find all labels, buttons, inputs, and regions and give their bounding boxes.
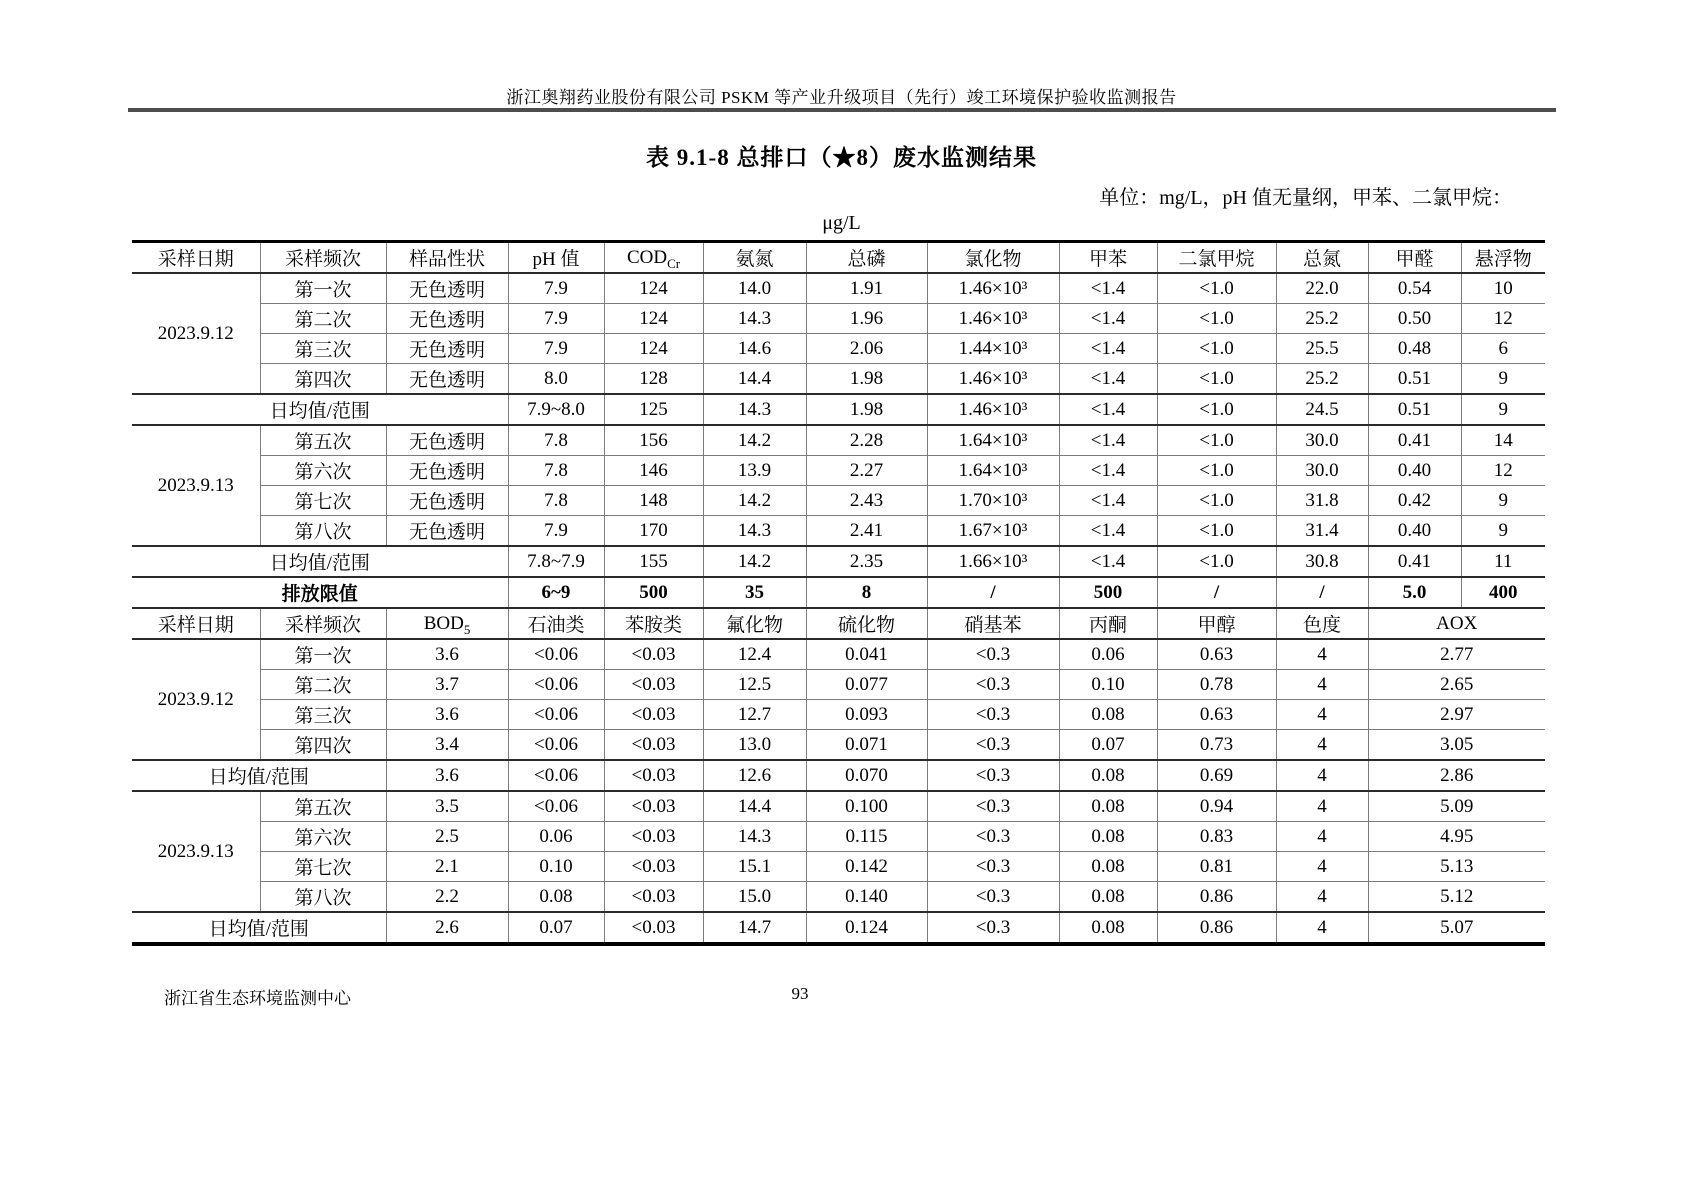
value-cell: 3.6 <box>386 760 508 791</box>
value-cell: <0.3 <box>927 822 1059 852</box>
value-cell: 7.9 <box>508 516 604 547</box>
value-cell: 2.28 <box>806 425 927 456</box>
value-cell: 148 <box>604 486 703 516</box>
value-cell: 2.41 <box>806 516 927 547</box>
value-cell: 0.81 <box>1157 852 1276 882</box>
appearance-cell: 无色透明 <box>386 364 508 395</box>
value-cell: 13.9 <box>703 456 806 486</box>
value-cell: <0.06 <box>508 730 604 761</box>
value-cell: 2.2 <box>386 882 508 913</box>
value-cell: 1.66×10³ <box>927 546 1059 577</box>
frequency-cell: 第三次 <box>260 334 386 364</box>
value-cell: 1.64×10³ <box>927 456 1059 486</box>
limit-value-cell: / <box>927 577 1059 608</box>
header-divider <box>128 108 1556 112</box>
limit-value-cell: 6~9 <box>508 577 604 608</box>
value-cell: <1.4 <box>1059 425 1157 456</box>
column-header: 采样频次 <box>260 242 386 274</box>
value-cell: 0.40 <box>1368 516 1461 547</box>
column-header: 色度 <box>1276 608 1368 639</box>
frequency-cell: 第四次 <box>260 364 386 395</box>
value-cell: 31.8 <box>1276 486 1368 516</box>
value-cell: 2.97 <box>1368 700 1545 730</box>
value-cell: 3.7 <box>386 670 508 700</box>
value-cell: <1.4 <box>1059 364 1157 395</box>
column-header: 丙酮 <box>1059 608 1157 639</box>
value-cell: 2.1 <box>386 852 508 882</box>
value-cell: 14 <box>1461 425 1545 456</box>
value-cell: <0.06 <box>508 670 604 700</box>
frequency-cell: 第六次 <box>260 456 386 486</box>
column-header: 采样日期 <box>132 608 260 639</box>
value-cell: 7.8 <box>508 425 604 456</box>
limit-value-cell: 5.0 <box>1368 577 1461 608</box>
value-cell: 0.73 <box>1157 730 1276 761</box>
value-cell: 0.08 <box>1059 912 1157 944</box>
value-cell: 3.6 <box>386 700 508 730</box>
value-cell: <0.03 <box>604 700 703 730</box>
frequency-cell: 第八次 <box>260 882 386 913</box>
appearance-cell: 无色透明 <box>386 486 508 516</box>
value-cell: 0.40 <box>1368 456 1461 486</box>
appearance-cell: 无色透明 <box>386 273 508 304</box>
value-cell: 0.41 <box>1368 546 1461 577</box>
frequency-cell: 第七次 <box>260 486 386 516</box>
value-cell: 0.63 <box>1157 700 1276 730</box>
value-cell: 0.48 <box>1368 334 1461 364</box>
date-cell: 2023.9.13 <box>132 425 260 546</box>
data-row <box>132 882 1545 913</box>
value-cell: <0.3 <box>927 882 1059 913</box>
value-cell: 3.05 <box>1368 730 1545 761</box>
column-header: $COD_{Cr}$ <box>604 242 703 274</box>
footer-organization: 浙江省生态环境监测中心 <box>164 989 351 1008</box>
value-cell: 0.071 <box>806 730 927 761</box>
value-cell: 0.08 <box>1059 882 1157 913</box>
frequency-cell: 第一次 <box>260 639 386 670</box>
value-cell: 12.7 <box>703 700 806 730</box>
value-cell: 1.70×10³ <box>927 486 1059 516</box>
value-cell: 4 <box>1276 822 1368 852</box>
value-cell: 22.0 <box>1276 273 1368 304</box>
value-cell: 7.9 <box>508 334 604 364</box>
appearance-cell: 无色透明 <box>386 456 508 486</box>
value-cell: 0.142 <box>806 852 927 882</box>
value-cell: 12.6 <box>703 760 806 791</box>
unit-note-line2: μg/L <box>822 212 861 234</box>
value-cell: <1.0 <box>1157 546 1276 577</box>
daily-average-row <box>132 394 1545 425</box>
value-cell: 1.46×10³ <box>927 304 1059 334</box>
frequency-cell: 第七次 <box>260 852 386 882</box>
value-cell: <0.3 <box>927 760 1059 791</box>
value-cell: 25.2 <box>1276 364 1368 395</box>
value-cell: 0.140 <box>806 882 927 913</box>
value-cell: <0.03 <box>604 912 703 944</box>
data-row <box>132 852 1545 882</box>
value-cell: 8.0 <box>508 364 604 395</box>
value-cell: 6 <box>1461 334 1545 364</box>
value-cell: 4 <box>1276 670 1368 700</box>
value-cell: <0.3 <box>927 639 1059 670</box>
value-cell: <0.03 <box>604 882 703 913</box>
frequency-cell: 第一次 <box>260 273 386 304</box>
value-cell: 3.4 <box>386 730 508 761</box>
limit-value-cell: 8 <box>806 577 927 608</box>
value-cell: 15.0 <box>703 882 806 913</box>
data-row <box>132 304 1545 334</box>
value-cell: 0.077 <box>806 670 927 700</box>
value-cell: 9 <box>1461 364 1545 395</box>
data-row <box>132 639 1545 670</box>
value-cell: 0.07 <box>508 912 604 944</box>
value-cell: <1.4 <box>1059 546 1157 577</box>
value-cell: 10 <box>1461 273 1545 304</box>
value-cell: 31.4 <box>1276 516 1368 547</box>
value-cell: <0.03 <box>604 730 703 761</box>
limit-value-cell: 35 <box>703 577 806 608</box>
column-header: 采样频次 <box>260 608 386 639</box>
column-header: 总氮 <box>1276 242 1368 274</box>
table-title: 表 9.1-8 总排口（★8）废水监测结果 <box>646 145 1037 170</box>
value-cell: 0.63 <box>1157 639 1276 670</box>
value-cell: 124 <box>604 273 703 304</box>
value-cell: <0.3 <box>927 791 1059 822</box>
value-cell: 4.95 <box>1368 822 1545 852</box>
value-cell: 124 <box>604 304 703 334</box>
column-header: 苯胺类 <box>604 608 703 639</box>
unit-note-line1: 单位：mg/L，pH 值无量纲，甲苯、二氯甲烷： <box>1099 187 1512 209</box>
value-cell: <1.4 <box>1059 486 1157 516</box>
value-cell: 30.8 <box>1276 546 1368 577</box>
value-cell: 1.46×10³ <box>927 364 1059 395</box>
value-cell: <1.0 <box>1157 304 1276 334</box>
data-row <box>132 334 1545 364</box>
value-cell: 124 <box>604 334 703 364</box>
value-cell: 0.124 <box>806 912 927 944</box>
limit-value-cell: / <box>1276 577 1368 608</box>
column-header: 氟化物 <box>703 608 806 639</box>
value-cell: 0.06 <box>508 822 604 852</box>
value-cell: 25.5 <box>1276 334 1368 364</box>
frequency-cell: 第三次 <box>260 700 386 730</box>
value-cell: 14.4 <box>703 364 806 395</box>
value-cell: 4 <box>1276 912 1368 944</box>
page-number: 93 <box>791 984 809 1003</box>
column-header: 石油类 <box>508 608 604 639</box>
value-cell: 2.65 <box>1368 670 1545 700</box>
value-cell: 2.43 <box>806 486 927 516</box>
limit-value-cell: 500 <box>604 577 703 608</box>
value-cell: 7.9 <box>508 304 604 334</box>
value-cell: 155 <box>604 546 703 577</box>
value-cell: 0.86 <box>1157 882 1276 913</box>
value-cell: 1.44×10³ <box>927 334 1059 364</box>
frequency-cell: 第四次 <box>260 730 386 761</box>
frequency-cell: 第五次 <box>260 791 386 822</box>
value-cell: 2.35 <box>806 546 927 577</box>
value-cell: 0.83 <box>1157 822 1276 852</box>
value-cell: 5.07 <box>1368 912 1545 944</box>
value-cell: 7.8 <box>508 456 604 486</box>
value-cell: 7.8 <box>508 486 604 516</box>
value-cell: <0.3 <box>927 730 1059 761</box>
value-cell: 0.115 <box>806 822 927 852</box>
value-cell: 2.86 <box>1368 760 1545 791</box>
frequency-cell: 第五次 <box>260 425 386 456</box>
value-cell: 0.06 <box>1059 639 1157 670</box>
value-cell: 11 <box>1461 546 1545 577</box>
value-cell: 15.1 <box>703 852 806 882</box>
value-cell: 0.42 <box>1368 486 1461 516</box>
date-cell: 2023.9.12 <box>132 639 260 760</box>
header-row <box>132 608 1545 639</box>
value-cell: <0.3 <box>927 852 1059 882</box>
value-cell: <0.3 <box>927 670 1059 700</box>
data-row <box>132 791 1545 822</box>
value-cell: 1.91 <box>806 273 927 304</box>
frequency-cell: 第六次 <box>260 822 386 852</box>
value-cell: 30.0 <box>1276 456 1368 486</box>
appearance-cell: 无色透明 <box>386 516 508 547</box>
value-cell: 0.08 <box>1059 822 1157 852</box>
column-header: 采样日期 <box>132 242 260 274</box>
value-cell: <1.0 <box>1157 273 1276 304</box>
value-cell: <1.4 <box>1059 394 1157 425</box>
value-cell: <1.4 <box>1059 456 1157 486</box>
value-cell: <0.03 <box>604 852 703 882</box>
value-cell: 4 <box>1276 730 1368 761</box>
appearance-cell: 无色透明 <box>386 304 508 334</box>
data-row <box>132 486 1545 516</box>
wastewater-results-table <box>132 240 1545 946</box>
data-row <box>132 700 1545 730</box>
value-cell: 1.46×10³ <box>927 394 1059 425</box>
value-cell: 0.86 <box>1157 912 1276 944</box>
data-row <box>132 822 1545 852</box>
value-cell: 14.2 <box>703 486 806 516</box>
value-cell: 156 <box>604 425 703 456</box>
data-row <box>132 364 1545 395</box>
column-header: 氨氮 <box>703 242 806 274</box>
value-cell: 5.13 <box>1368 852 1545 882</box>
limit-value-cell: 400 <box>1461 577 1545 608</box>
value-cell: <1.0 <box>1157 394 1276 425</box>
value-cell: 0.10 <box>508 852 604 882</box>
value-cell: <0.06 <box>508 760 604 791</box>
document-header: 浙江奥翔药业股份有限公司 PSKM 等产业升级项目（先行）竣工环境保护验收监测报告 <box>506 88 1177 107</box>
value-cell: <1.0 <box>1157 486 1276 516</box>
value-cell: 0.070 <box>806 760 927 791</box>
value-cell: 14.3 <box>703 516 806 547</box>
value-cell: 0.54 <box>1368 273 1461 304</box>
data-row <box>132 730 1545 761</box>
daily-average-label: 日均值/范围 <box>132 760 386 791</box>
value-cell: 4 <box>1276 760 1368 791</box>
value-cell: 0.51 <box>1368 394 1461 425</box>
column-header: 悬浮物 <box>1461 242 1545 274</box>
value-cell: 14.3 <box>703 822 806 852</box>
value-cell: 12.5 <box>703 670 806 700</box>
data-row <box>132 425 1545 456</box>
value-cell: 4 <box>1276 700 1368 730</box>
value-cell: 9 <box>1461 486 1545 516</box>
discharge-limit-label: 排放限值 <box>132 577 508 608</box>
column-header: AOX <box>1368 608 1545 639</box>
daily-average-label: 日均值/范围 <box>132 546 508 577</box>
value-cell: 5.09 <box>1368 791 1545 822</box>
value-cell: 1.67×10³ <box>927 516 1059 547</box>
appearance-cell: 无色透明 <box>386 334 508 364</box>
value-cell: <1.0 <box>1157 364 1276 395</box>
value-cell: 12 <box>1461 456 1545 486</box>
value-cell: 3.6 <box>386 639 508 670</box>
data-row <box>132 456 1545 486</box>
value-cell: 9 <box>1461 516 1545 547</box>
value-cell: 1.98 <box>806 394 927 425</box>
value-cell: <1.0 <box>1157 334 1276 364</box>
value-cell: 30.0 <box>1276 425 1368 456</box>
value-cell: <0.03 <box>604 822 703 852</box>
value-cell: 7.9 <box>508 273 604 304</box>
column-header: $BOD_5$ <box>386 608 508 639</box>
appearance-cell: 无色透明 <box>386 425 508 456</box>
value-cell: 14.4 <box>703 791 806 822</box>
value-cell: 0.69 <box>1157 760 1276 791</box>
value-cell: <1.0 <box>1157 516 1276 547</box>
value-cell: <0.03 <box>604 760 703 791</box>
column-header: 甲苯 <box>1059 242 1157 274</box>
column-header: 硫化物 <box>806 608 927 639</box>
value-cell: 0.50 <box>1368 304 1461 334</box>
value-cell: 0.07 <box>1059 730 1157 761</box>
daily-average-row <box>132 760 1545 791</box>
value-cell: 14.3 <box>703 394 806 425</box>
column-header: 二氯甲烷 <box>1157 242 1276 274</box>
data-row <box>132 516 1545 547</box>
value-cell: 125 <box>604 394 703 425</box>
value-cell: 2.5 <box>386 822 508 852</box>
column-header: 氯化物 <box>927 242 1059 274</box>
value-cell: 14.0 <box>703 273 806 304</box>
value-cell: 4 <box>1276 882 1368 913</box>
data-row <box>132 273 1545 304</box>
value-cell: 14.2 <box>703 546 806 577</box>
value-cell: 2.6 <box>386 912 508 944</box>
value-cell: 4 <box>1276 639 1368 670</box>
value-cell: 24.5 <box>1276 394 1368 425</box>
column-header: pH 值 <box>508 242 604 274</box>
value-cell: 14.2 <box>703 425 806 456</box>
daily-average-row <box>132 546 1545 577</box>
column-header: 甲醛 <box>1368 242 1461 274</box>
frequency-cell: 第八次 <box>260 516 386 547</box>
value-cell: <1.0 <box>1157 425 1276 456</box>
value-cell: 1.46×10³ <box>927 273 1059 304</box>
date-cell: 2023.9.13 <box>132 791 260 912</box>
value-cell: <0.03 <box>604 670 703 700</box>
value-cell: 0.10 <box>1059 670 1157 700</box>
value-cell: 0.08 <box>1059 791 1157 822</box>
value-cell: <0.06 <box>508 700 604 730</box>
value-cell: 14.3 <box>703 304 806 334</box>
value-cell: 0.08 <box>1059 700 1157 730</box>
column-header: 甲醇 <box>1157 608 1276 639</box>
value-cell: 2.77 <box>1368 639 1545 670</box>
value-cell: 7.9~8.0 <box>508 394 604 425</box>
value-cell: <0.3 <box>927 912 1059 944</box>
value-cell: 14.6 <box>703 334 806 364</box>
value-cell: <1.4 <box>1059 273 1157 304</box>
value-cell: 0.08 <box>1059 760 1157 791</box>
value-cell: 12 <box>1461 304 1545 334</box>
value-cell: 1.98 <box>806 364 927 395</box>
value-cell: 0.093 <box>806 700 927 730</box>
value-cell: 1.64×10³ <box>927 425 1059 456</box>
value-cell: 9 <box>1461 394 1545 425</box>
value-cell: 170 <box>604 516 703 547</box>
value-cell: 0.08 <box>1059 852 1157 882</box>
value-cell: 5.12 <box>1368 882 1545 913</box>
value-cell: 0.41 <box>1368 425 1461 456</box>
value-cell: 146 <box>604 456 703 486</box>
frequency-cell: 第二次 <box>260 304 386 334</box>
value-cell: 7.8~7.9 <box>508 546 604 577</box>
value-cell: <0.03 <box>604 639 703 670</box>
value-cell: 0.08 <box>508 882 604 913</box>
value-cell: <0.06 <box>508 791 604 822</box>
value-cell: <0.3 <box>927 700 1059 730</box>
frequency-cell: 第二次 <box>260 670 386 700</box>
value-cell: <0.03 <box>604 791 703 822</box>
data-row <box>132 670 1545 700</box>
daily-average-row <box>132 912 1545 944</box>
value-cell: 0.100 <box>806 791 927 822</box>
column-header: 样品性状 <box>386 242 508 274</box>
value-cell: <0.06 <box>508 639 604 670</box>
value-cell: <1.4 <box>1059 304 1157 334</box>
value-cell: 1.96 <box>806 304 927 334</box>
value-cell: 0.94 <box>1157 791 1276 822</box>
value-cell: 4 <box>1276 791 1368 822</box>
value-cell: 2.06 <box>806 334 927 364</box>
value-cell: <1.4 <box>1059 334 1157 364</box>
header-row <box>132 242 1545 274</box>
value-cell: 2.27 <box>806 456 927 486</box>
value-cell: <1.0 <box>1157 456 1276 486</box>
date-cell: 2023.9.12 <box>132 273 260 394</box>
limit-value-cell: / <box>1157 577 1276 608</box>
daily-average-label: 日均值/范围 <box>132 394 508 425</box>
value-cell: 128 <box>604 364 703 395</box>
value-cell: 3.5 <box>386 791 508 822</box>
value-cell: 12.4 <box>703 639 806 670</box>
value-cell: 0.78 <box>1157 670 1276 700</box>
limit-value-cell: 500 <box>1059 577 1157 608</box>
value-cell: 13.0 <box>703 730 806 761</box>
value-cell: 14.7 <box>703 912 806 944</box>
daily-average-label: 日均值/范围 <box>132 912 386 944</box>
discharge-limit-row <box>132 577 1545 608</box>
value-cell: 0.51 <box>1368 364 1461 395</box>
value-cell: <1.4 <box>1059 516 1157 547</box>
column-header: 总磷 <box>806 242 927 274</box>
value-cell: 25.2 <box>1276 304 1368 334</box>
value-cell: 4 <box>1276 852 1368 882</box>
column-header: 硝基苯 <box>927 608 1059 639</box>
value-cell: 0.041 <box>806 639 927 670</box>
